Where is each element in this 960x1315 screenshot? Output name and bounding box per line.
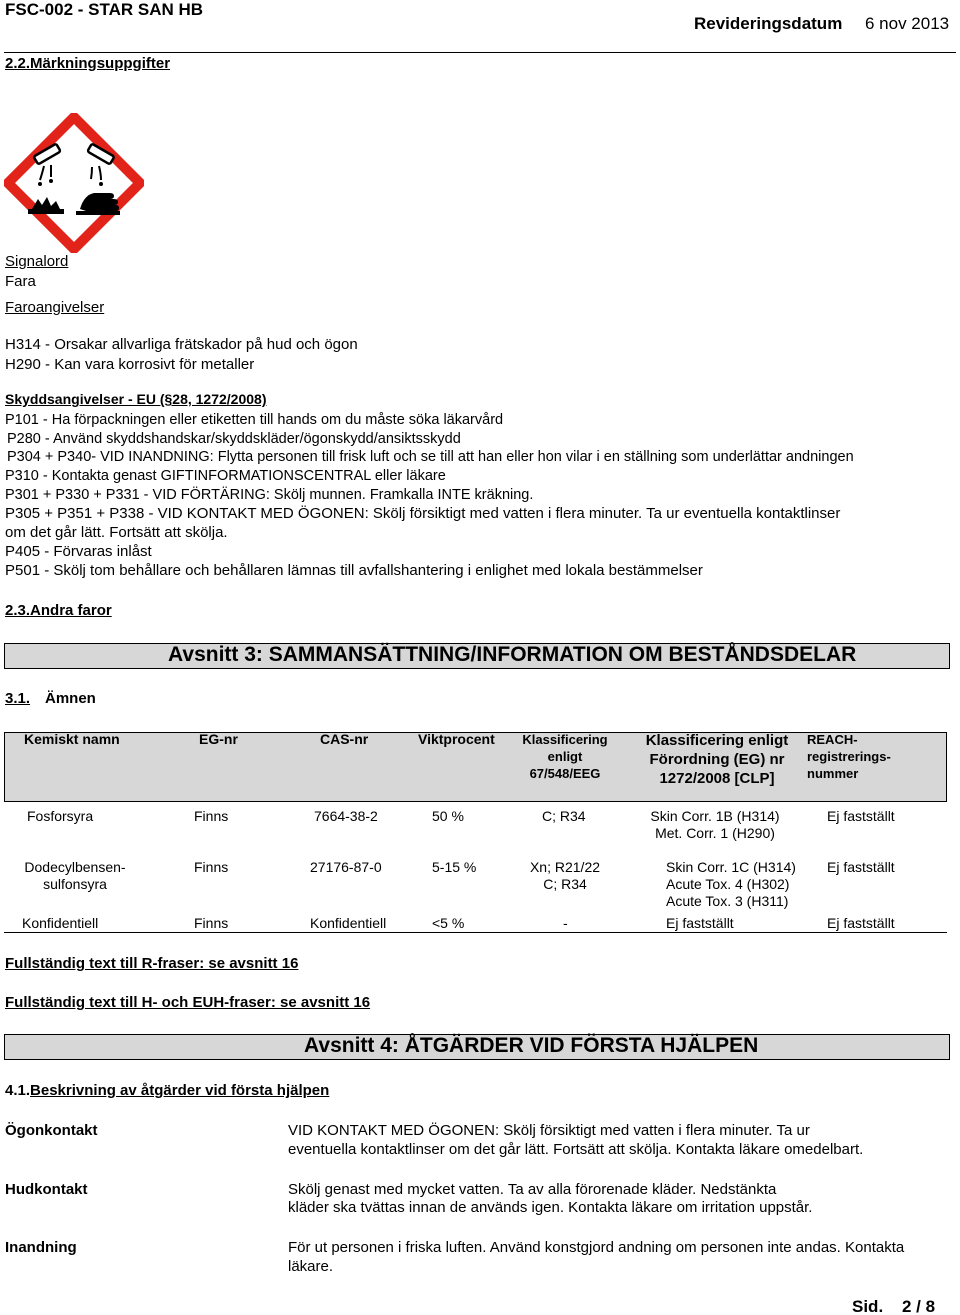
- cell-weight-percent: 50 %: [432, 808, 464, 824]
- section-2-3-heading: [5, 602, 112, 619]
- header-line: enligt: [547, 749, 583, 764]
- precautionary-statements-label: Skyddsangivelser - EU (§28, 1272/2008): [5, 391, 267, 407]
- first-aid-text: VID KONTAKT MED ÖGONEN: Skölj försiktigt med vatten i flera minuter. Ta ur: [288, 1122, 810, 1139]
- clp-line: Acute Tox. 3 (H311): [666, 893, 789, 909]
- revision-date: 6 nov 2013: [865, 14, 950, 33]
- page-number: 2 / 8: [902, 1297, 936, 1315]
- document-id: FSC-002 - STAR SAN HB: [5, 0, 204, 19]
- section-title: Andra faror: [30, 602, 112, 619]
- precautionary-statement: P310 - Kontakta genast GIFTINFORMATIONSCENTRAL eller läkare: [5, 468, 446, 484]
- cell-eg-number: Finns: [194, 808, 229, 824]
- cell-eg-number: Finns: [194, 915, 229, 931]
- clp-line: Acute Tox. 4 (H302): [666, 876, 790, 892]
- cell-classification-clp: [640, 808, 790, 842]
- cell-reach-number: Ej fastställt: [827, 859, 895, 875]
- header-line: 67/548/EEG: [529, 766, 601, 781]
- header-line: 1272/2008 [CLP]: [659, 770, 775, 787]
- cell-chemical-name: [14, 859, 136, 893]
- cell-weight-percent: 5-15 %: [432, 859, 477, 875]
- cell-reach-number: Ej fastställt: [827, 915, 895, 931]
- revision-label: Revideringsdatum: [694, 14, 843, 33]
- col-cas-number: CAS-nr: [320, 731, 369, 747]
- clp-line: Met. Corr. 1 (H290): [655, 825, 775, 841]
- cell-eg-number: Finns: [194, 859, 229, 875]
- header-line: Klassificering: [522, 732, 608, 747]
- section-3-1-number: 3.1.: [5, 690, 31, 707]
- cell-classification-clp: Ej fastställt: [666, 915, 734, 931]
- h-phrases-note: Fullständig text till H- och EUH-fraser: se avsnitt 16: [5, 994, 371, 1011]
- clp-line: Skin Corr. 1B (H314): [650, 808, 780, 824]
- page-label: Sid.: [852, 1297, 884, 1315]
- precautionary-statement: P304 + P340- VID INANDNING: Flytta personen till frisk luft och se till att han eller hon vilar i en ställning som underlättar andningen: [7, 449, 854, 465]
- cell-classification-clp: [666, 859, 796, 910]
- cell-cas-number: 7664-38-2: [314, 808, 378, 824]
- header-line: REACH-: [807, 732, 858, 747]
- section-number: 4.1.: [5, 1082, 31, 1099]
- cell-weight-percent: <5 %: [432, 915, 465, 931]
- name-line: sulfonsyra: [43, 876, 107, 892]
- col-classification-67-548: [514, 731, 616, 782]
- first-aid-text: För ut personen i friska luften. Använd konstgjord andning om personen inte andas. Kontakta: [288, 1239, 905, 1256]
- class-line: C; R34: [543, 876, 587, 892]
- first-aid-text: eventuella kontaktlinser om det går lätt. Fortsätt att skölja. Kontakta läkare omedelbart.: [288, 1141, 864, 1158]
- section-number: 2.3.: [5, 602, 31, 619]
- section-title: Beskrivning av åtgärder vid första hjälpen: [30, 1082, 330, 1099]
- precautionary-statement: om det går lätt. Fortsätt att skölja.: [5, 524, 228, 541]
- cell-cas-number: Konfidentiell: [310, 915, 387, 931]
- precautionary-statement: P405 - Förvaras inlåst: [5, 543, 152, 560]
- col-chemical-name: Kemiskt namn: [24, 731, 120, 747]
- section-3-title: Avsnitt 3: SAMMANSÄTTNING/INFORMATION OM BESTÅNDSDELAR: [168, 643, 857, 666]
- header-line: Förordning (EG) nr: [649, 751, 785, 768]
- section-3-1-title: Ämnen: [45, 690, 96, 707]
- cell-chemical-name: Konfidentiell: [22, 915, 99, 931]
- clp-line: Skin Corr. 1C (H314): [666, 859, 796, 875]
- first-aid-text: kläder ska tvättas innan de används igen. Kontakta läkare om irritation uppstår.: [288, 1199, 813, 1216]
- signal-word-value: Fara: [5, 273, 36, 290]
- col-eg-number: EG-nr: [199, 731, 238, 747]
- section-2-2-heading: [5, 55, 170, 72]
- cell-reach-number: Ej fastställt: [827, 808, 895, 824]
- r-phrases-note: Fullständig text till R-fraser: se avsnitt 16: [5, 955, 299, 972]
- precautionary-statement: P301 + P330 + P331 - VID FÖRTÄRING: Skölj munnen. Framkalla INTE kräkning.: [5, 487, 534, 503]
- corrosive-ghs05-icon: [4, 113, 144, 253]
- col-reach-number: [807, 731, 891, 782]
- precautionary-statement: P101 - Ha förpackningen eller etiketten till hands om du måste söka läkarvård: [5, 412, 504, 428]
- precautionary-statement: P280 - Använd skyddshandskar/skyddskläder/ögonskydd/ansiktsskydd: [7, 431, 461, 447]
- cell-classification-67-548: -: [563, 915, 568, 931]
- section-number: 2.2.: [5, 55, 31, 72]
- table-bottom-rule: [4, 932, 947, 933]
- first-aid-label-eye: Ögonkontakt: [5, 1122, 98, 1139]
- cell-classification-67-548: C; R34: [542, 808, 586, 824]
- signal-word-label: Signalord: [5, 253, 69, 270]
- section-4-title: Avsnitt 4: ÅTGÄRDER VID FÖRSTA HJÄLPEN: [304, 1034, 759, 1057]
- first-aid-label-inhalation: Inandning: [5, 1239, 77, 1256]
- hazard-statements-label: Faroangivelser: [5, 299, 105, 316]
- header-line: Klassificering enligt: [645, 732, 789, 749]
- cell-classification-67-548: [514, 859, 616, 893]
- precautionary-statement: P501 - Skölj tom behållare och behållaren lämnas till avfallshantering i enlighet med lokala bestämmelser: [5, 562, 703, 579]
- header-line: registrerings-: [807, 749, 891, 764]
- section-4-1-heading: [5, 1082, 329, 1099]
- first-aid-text: Skölj genast med mycket vatten. Ta av alla förorenade kläder. Nedstänkta: [288, 1181, 777, 1198]
- header-line: nummer: [807, 766, 859, 781]
- first-aid-label-skin: Hudkontakt: [5, 1181, 88, 1198]
- col-classification-clp: [634, 731, 800, 788]
- name-line: Dodecylbensen-: [24, 859, 126, 875]
- col-weight-percent: Viktprocent: [418, 731, 495, 747]
- cell-chemical-name: Fosforsyra: [27, 808, 94, 824]
- header-rule: [4, 52, 956, 53]
- hazard-statement: H290 - Kan vara korrosivt för metaller: [5, 356, 255, 373]
- section-title: Märkningsuppgifter: [30, 55, 171, 72]
- class-line: Xn; R21/22: [529, 859, 601, 875]
- first-aid-text: läkare.: [288, 1258, 334, 1275]
- cell-cas-number: 27176-87-0: [310, 859, 382, 875]
- precautionary-statement: P305 + P351 + P338 - VID KONTAKT MED ÖGONEN: Skölj försiktigt med vatten i flera minuter. Ta ur eventuella kontaktlinser: [5, 505, 841, 522]
- hazard-statement: H314 - Orsakar allvarliga frätskador på hud och ögon: [5, 336, 358, 353]
